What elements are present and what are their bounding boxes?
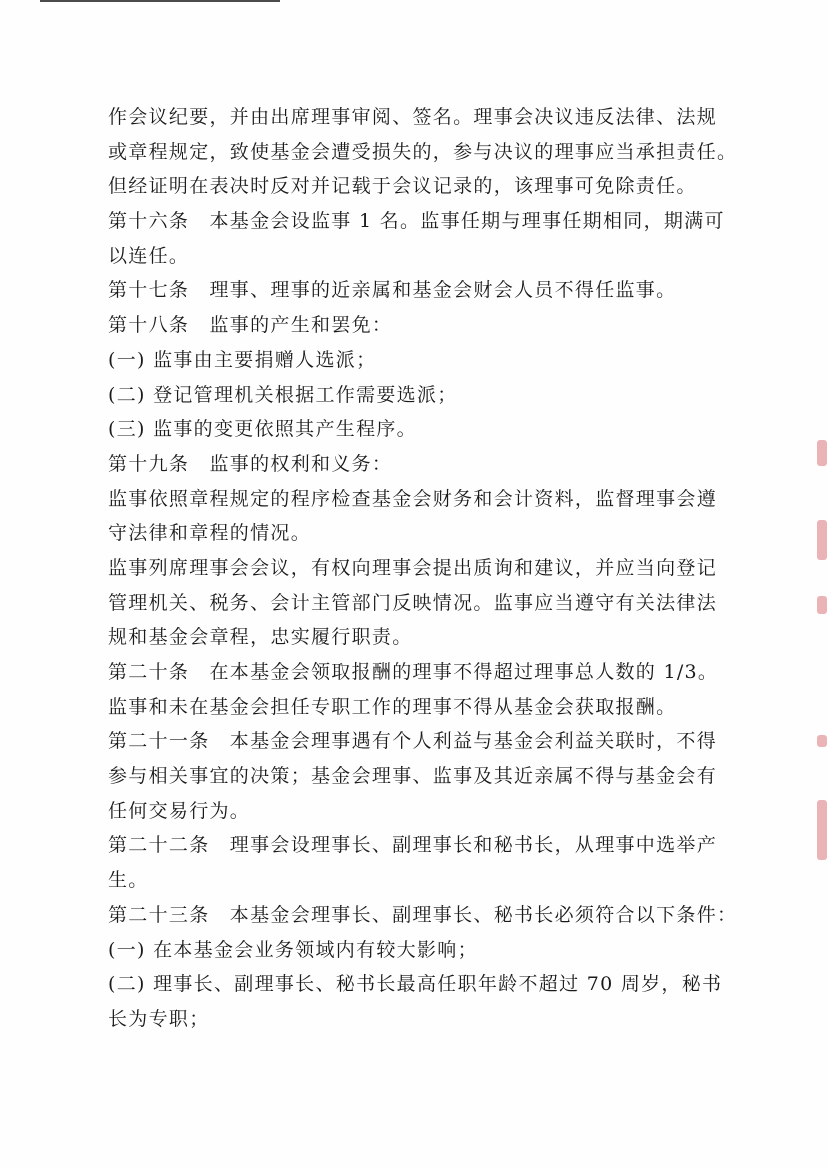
text-line: 守法律和章程的情况。	[108, 522, 312, 545]
article-20-line: 第二十条 在本基金会领取报酬的理事不得超过理事总人数的 1/3。	[108, 661, 719, 683]
seal-edge-mark	[817, 520, 827, 560]
article-23-line: 第二十三条 本基金会理事长、副理事长、秘书长必须符合以下条件：	[108, 903, 738, 926]
article-16-line: 第十六条 本基金会设监事 1 名。监事任期与理事任期相同，期满可	[108, 210, 725, 233]
list-item: (一) 在本基金会业务领域内有较大影响；	[108, 938, 478, 961]
article-18-line: 第十八条 监事的产生和罢免：	[108, 314, 393, 337]
list-item: (三) 监事的变更依照其产生程序。	[108, 418, 417, 441]
text-line: 监事列席理事会会议，有权向理事会提出质询和建议，并应当向登记	[108, 556, 718, 579]
seal-edge-mark	[817, 596, 827, 614]
seal-edge-mark	[817, 440, 827, 466]
text-line: 管理机关、税务、会计主管部门反映情况。监事应当遵守有关法律法	[108, 591, 718, 614]
article-19-line: 第十九条 监事的权利和义务：	[108, 452, 393, 475]
article-21-line: 第二十一条 本基金会理事遇有个人利益与基金会利益关联时，不得	[108, 730, 718, 753]
text-line: 长为专职；	[108, 1007, 210, 1030]
text-line: 作会议纪要，并由出席理事审阅、签名。理事会决议违反法律、法规	[108, 106, 718, 128]
list-item: (二) 登记管理机关根据工作需要选派；	[108, 383, 458, 406]
text-line: 但经证明在表决时反对并记载于会议记录的，该理事可免除责任。	[108, 175, 697, 198]
document-body	[108, 100, 748, 1037]
text-line: 生。	[108, 869, 149, 892]
text-line: 监事和未在基金会担任专职工作的理事不得从基金会获取报酬。	[108, 695, 677, 718]
text-line: 或章程规定，致使基金会遭受损失的，参与决议的理事应当承担责任。	[108, 140, 738, 163]
article-22-line: 第二十二条 理事会设理事长、副理事长和秘书长，从理事中选举产	[108, 834, 718, 857]
seal-edge-mark	[817, 800, 827, 860]
seal-edge-mark	[817, 735, 827, 747]
text-line: 参与相关事宜的决策；基金会理事、监事及其近亲属不得与基金会有	[108, 765, 718, 788]
scan-edge-mark	[40, 0, 280, 2]
text-line: 任何交易行为。	[108, 799, 251, 822]
article-17-line: 第十七条 理事、理事的近亲属和基金会财会人员不得任监事。	[108, 279, 677, 302]
text-line: 规和基金会章程，忠实履行职责。	[108, 626, 413, 649]
text-line: 以连任。	[108, 244, 190, 267]
list-item: (一) 监事由主要捐赠人选派；	[108, 348, 377, 371]
text-line: 监事依照章程规定的程序检查基金会财务和会计资料，监督理事会遵	[108, 487, 718, 510]
list-item: (二) 理事长、副理事长、秘书长最高任职年龄不超过 70 周岁，秘书	[108, 973, 723, 996]
